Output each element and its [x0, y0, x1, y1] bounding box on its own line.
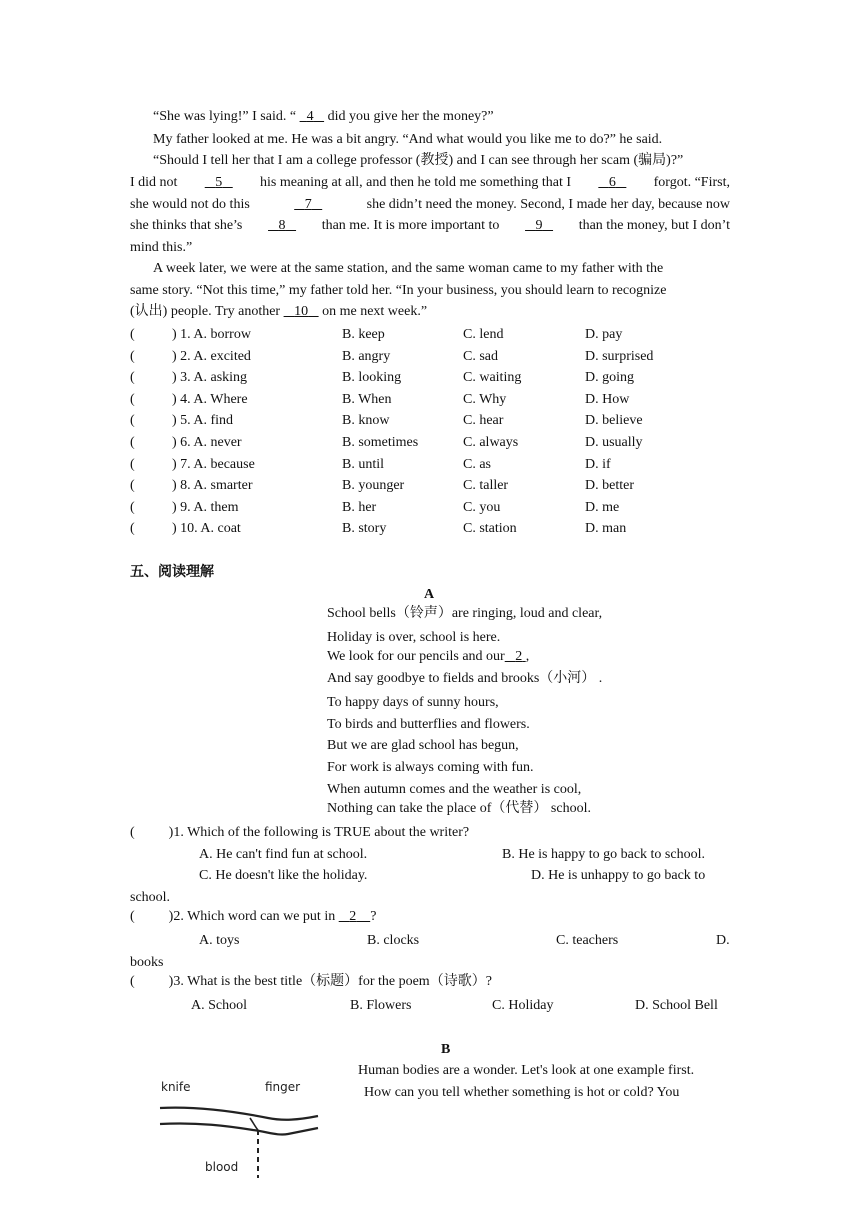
cloze-option-d: D. better [585, 478, 634, 493]
passage-a-label: A [424, 587, 435, 602]
option-text: C. He doesn't like the holiday. [199, 868, 368, 883]
story-line: she would not do this 7 she didn’t need the money. Second, I made her day, because now [130, 195, 730, 215]
option-text: A. He can't find fun at school. [199, 847, 368, 862]
cloze-option-a: ) 9. A. them [172, 500, 239, 515]
blank-8: 8 [278, 218, 286, 233]
cloze-option-a: ) 4. A. Where [172, 392, 248, 407]
figure-label-knife: knife [161, 1080, 191, 1094]
passage-b-line: How can you tell whether something is hot or cold? You [364, 1085, 680, 1100]
story-line: she thinks that she’s 8 than me. It is more important to 9 than the money, but I don’t [130, 216, 730, 236]
story-line: My father looked at me. He was a bit angry. “And what would you like me to do?” he said. [153, 132, 663, 147]
answer-paren: ( [130, 500, 135, 515]
option-text: B. He is happy to go back to school. [502, 847, 705, 862]
answer-paren: ( [130, 413, 135, 428]
cloze-option-b: B. looking [342, 370, 402, 385]
question-1: ( )1. Which of the following is TRUE about the writer? [130, 825, 470, 840]
poem-line: School bells（铃声）are ringing, loud and clear, [327, 606, 603, 621]
blank-2-ref: 2 [349, 909, 357, 924]
story-text: “She was lying!” I said. “ [153, 109, 297, 124]
cloze-option-b: B. sometimes [342, 435, 419, 450]
answer-paren: ( [130, 478, 135, 493]
answer-paren: ( [130, 327, 135, 342]
cloze-option-b: B. When [342, 392, 392, 407]
story-line: same story. “Not this time,” my father told her. “In your business, you should learn to recognize [130, 283, 667, 298]
cloze-option-b: B. know [342, 413, 390, 428]
answer-paren: ( [130, 457, 135, 472]
option-text: B. clocks [367, 933, 420, 948]
passage-b-line: Human bodies are a wonder. Let's look at one example first. [358, 1063, 695, 1078]
cloze-option-b: B. angry [342, 349, 391, 364]
poem-line: We look for our pencils and our 2 , [327, 649, 530, 664]
cloze-option-b: B. until [342, 457, 385, 472]
cloze-option-b: B. younger [342, 478, 405, 493]
blank-5: 5 [215, 175, 223, 190]
option-text: D. School Bell [635, 998, 718, 1013]
option-text: D. He is unhappy to go back to [531, 868, 706, 883]
cloze-option-a: ) 2. A. excited [172, 349, 251, 364]
poem-line: But we are glad school has begun, [327, 738, 519, 753]
option-text: school. [130, 890, 171, 905]
passage-b-label: B [441, 1042, 451, 1057]
poem-line: Nothing can take the place of（代替） school. [327, 801, 591, 816]
cloze-option-b: B. keep [342, 327, 385, 342]
answer-paren: ( [130, 349, 135, 364]
question-2: ( )2. Which word can we put in 2 ? [130, 909, 377, 924]
cloze-option-d: D. if [585, 457, 611, 472]
cloze-option-a: ) 10. A. coat [172, 521, 241, 536]
cloze-option-c: C. lend [463, 327, 504, 342]
figure-label-blood: blood [205, 1160, 239, 1174]
cloze-option-a: ) 8. A. smarter [172, 478, 253, 493]
blank-4: 4 [306, 109, 314, 124]
blank-10: 10 [294, 304, 309, 319]
cloze-option-d: D. going [585, 370, 634, 385]
knife-finger-figure [158, 1078, 322, 1188]
cloze-option-a: ) 6. A. never [172, 435, 242, 450]
poem-line: Holiday is over, school is here. [327, 630, 501, 645]
poem-line: And say goodbye to fields and brooks（小河） . [327, 671, 603, 686]
poem-line: To birds and butterflies and flowers. [327, 717, 530, 732]
option-text: C. teachers [556, 933, 619, 948]
cloze-option-d: D. man [585, 521, 627, 536]
cloze-option-a: ) 1. A. borrow [172, 327, 251, 342]
cloze-option-c: C. taller [463, 478, 509, 493]
option-text: A. School [191, 998, 247, 1013]
cloze-option-a: ) 3. A. asking [172, 370, 248, 385]
poem-line: When autumn comes and the weather is cool, [327, 782, 582, 797]
option-text: B. Flowers [350, 998, 412, 1013]
cloze-option-a: ) 5. A. find [172, 413, 234, 428]
cloze-option-b: B. her [342, 500, 377, 515]
answer-paren: ( [130, 521, 135, 536]
figure-label-finger: finger [265, 1080, 301, 1094]
option-text: books [130, 955, 164, 970]
cloze-option-d: D. surprised [585, 349, 654, 364]
blank-9: 9 [535, 218, 543, 233]
answer-paren: ( [130, 370, 135, 385]
cloze-option-a: ) 7. A. because [172, 457, 255, 472]
cloze-option-c: C. hear [463, 413, 504, 428]
blank-6: 6 [608, 175, 616, 190]
option-text: A. toys [199, 933, 240, 948]
story-line: mind this.” [130, 240, 193, 255]
cloze-option-c: C. always [463, 435, 519, 450]
cloze-option-d: D. me [585, 500, 620, 515]
cloze-option-d: D. How [585, 392, 630, 407]
poem-line: To happy days of sunny hours, [327, 695, 499, 710]
section-title: 五、阅读理解 [130, 564, 214, 580]
question-3: ( )3. What is the best title（标题）for the poem（诗歌）? [130, 974, 492, 989]
story-text: did you give her the money?” [327, 109, 494, 124]
blank-2: 2 [515, 649, 523, 664]
cloze-option-c: C. as [463, 457, 491, 472]
poem-line: For work is always coming with fun. [327, 760, 534, 775]
cloze-option-b: B. story [342, 521, 387, 536]
cloze-option-c: C. Why [463, 392, 507, 407]
cloze-option-d: D. usually [585, 435, 643, 450]
figure-drawing [158, 1078, 322, 1188]
cloze-option-d: D. pay [585, 327, 623, 342]
answer-paren: ( [130, 392, 135, 407]
cloze-option-c: C. you [463, 500, 501, 515]
option-text: C. Holiday [492, 998, 554, 1013]
story-line [153, 107, 494, 127]
cloze-option-c: C. sad [463, 349, 498, 364]
story-line: A week later, we were at the same station, and the same woman came to my father with the [153, 261, 664, 276]
answer-paren: ( [130, 435, 135, 450]
story-line: (认出) people. Try another 10 on me next week.” [130, 304, 428, 319]
story-line: “Should I tell her that I am a college professor (教授) and I can see through her scam (骗局)?” [153, 153, 684, 168]
option-text: D. [716, 933, 730, 948]
blank-7: 7 [304, 197, 312, 212]
cloze-option-d: D. believe [585, 413, 643, 428]
cloze-option-c: C. station [463, 521, 517, 536]
cloze-option-c: C. waiting [463, 370, 522, 385]
story-line: I did not 5 his meaning at all, and then he told me something that I 6 forgot. “First, [130, 173, 730, 193]
